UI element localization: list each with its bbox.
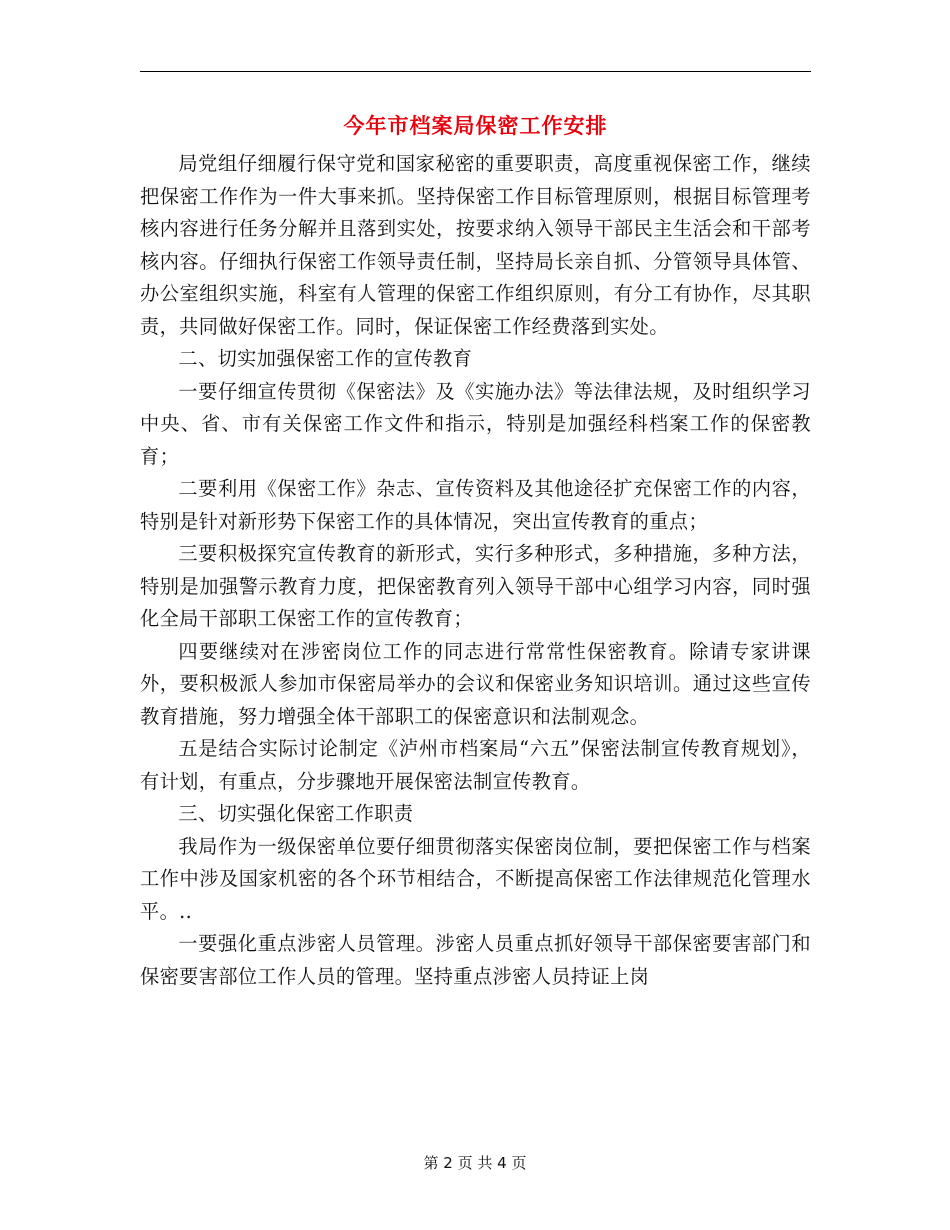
page-footer — [0, 1153, 950, 1173]
paragraph: 二要利用《保密工作》杂志、宣传资料及其他途径扩充保密工作的内容，特别是针对新形势下保密工作的具体情况，突出宣传教育的重点； — [140, 477, 811, 533]
footer-suffix: 页 — [511, 1154, 527, 1172]
paragraph: 四要继续对在涉密岗位工作的同志进行常常性保密教育。除请专家讲课外，要积极派人参加市保密局举办的会议和保密业务知识培训。通过这些宣传教育措施，努力增强全体干部职工的保密意识和法制观念。 — [140, 639, 811, 728]
footer-prefix: 第 — [423, 1154, 439, 1172]
section-heading: 二、切实加强保密工作的宣传教育 — [178, 347, 473, 370]
header-rule — [140, 71, 811, 72]
paragraph: 我局作为一级保密单位要仔细贯彻落实保密岗位制，要把保密工作与档案工作中涉及国家机密的各个环节相结合，不断提高保密工作法律规范化管理水平。.. — [140, 834, 811, 923]
paragraph: 局党组仔细履行保守党和国家秘密的重要职责，高度重视保密工作，继续把保密工作作为一件大事来抓。坚持保密工作目标管理原则，根据目标管理考核内容进行任务分解并且落到实处，按要求纳入领导干部民主生活会和干部考核内容。仔细执行保密工作领导责任制，坚持局长亲自抓、分管领导具体管、办公室组织实施，科室有人管理的保密工作组织原则，有分工有协作，尽其职责，共同做好保密工作。同时，保证保密工作经费落到实处。 — [140, 152, 811, 338]
section-heading: 三、切实强化保密工作职责 — [178, 802, 414, 825]
paragraph: 三要积极探究宣传教育的新形式，实行多种形式，多种措施，多种方法，特别是加强警示教育力度，把保密教育列入领导干部中心组学习内容，同时强化全局干部职工保密工作的宣传教育； — [140, 542, 811, 630]
footer-total-pages: 4 — [497, 1154, 507, 1172]
document-body — [140, 148, 811, 993]
paragraph: 五是结合实际讨论制定《泸州市档案局“六五”保密法制宣传教育规划》，有计划，有重点，分步骤地开展保密法制宣传教育。 — [140, 737, 811, 793]
footer-middle: 页 共 — [457, 1154, 493, 1172]
paragraph: 一要强化重点涉密人员管理。涉密人员重点抓好领导干部保密要害部门和保密要害部位工作人员的管理。坚持重点涉密人员持证上岗 — [140, 932, 811, 988]
paragraph: 一要仔细宣传贯彻《保密法》及《实施办法》等法律法规，及时组织学习中央、省、市有关保密工作文件和指示，特别是加强经科档案工作的保密教育； — [140, 379, 811, 468]
page-title: 今年市档案局保密工作安排 — [343, 113, 608, 138]
footer-page-number: 2 — [443, 1154, 453, 1172]
